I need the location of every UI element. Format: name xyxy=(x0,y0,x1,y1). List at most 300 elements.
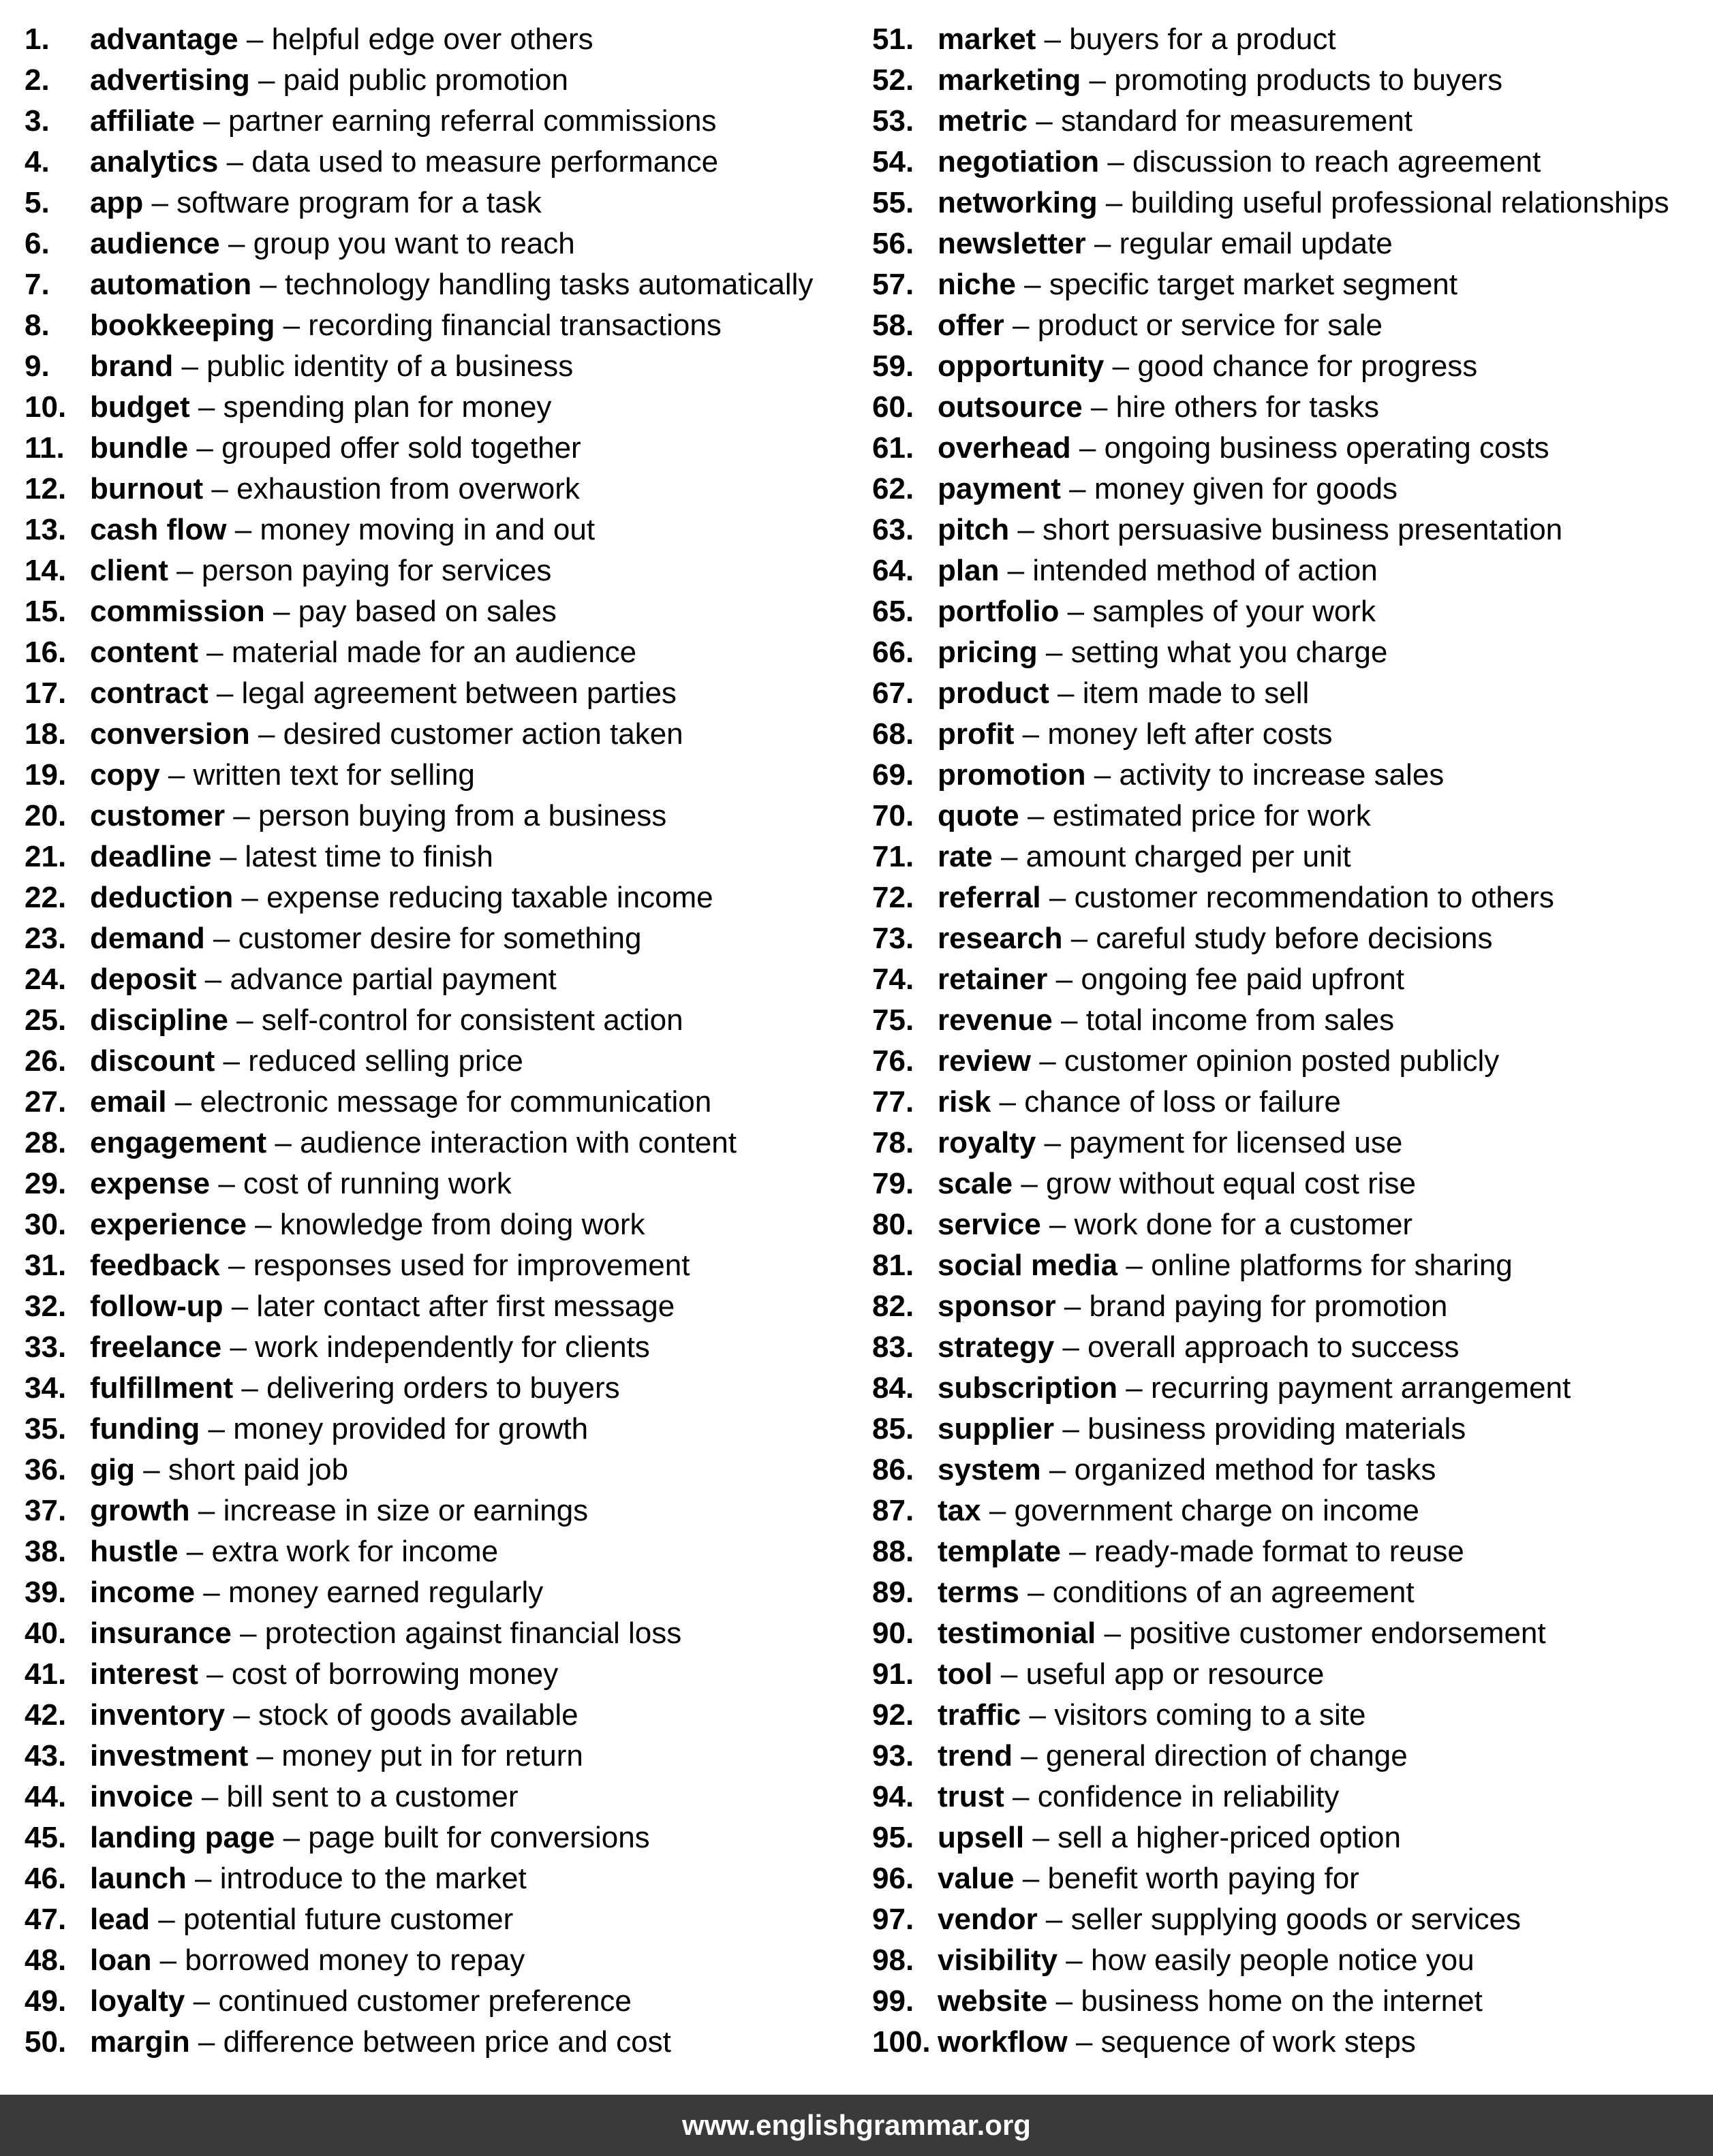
item-definition: recording financial transactions xyxy=(308,309,722,342)
item-text xyxy=(938,1572,1415,1613)
item-term: rate xyxy=(938,840,993,873)
item-separator: – xyxy=(1104,349,1138,383)
list-item xyxy=(872,837,1710,877)
item-definition: brand paying for promotion xyxy=(1089,1290,1448,1323)
item-number: 4. xyxy=(25,145,50,178)
item-text xyxy=(90,1450,348,1490)
item-term: experience xyxy=(90,1208,247,1241)
item-definition: paid public promotion xyxy=(283,63,568,97)
item-number: 24. xyxy=(25,963,67,996)
list-item xyxy=(872,101,1710,142)
item-separator: – xyxy=(1054,1330,1088,1364)
item-separator: – xyxy=(143,186,177,219)
item-separator: – xyxy=(189,1494,223,1527)
item-separator: – xyxy=(173,349,207,383)
item-separator: – xyxy=(1062,922,1096,955)
item-number: 80. xyxy=(872,1208,914,1241)
item-number: 79. xyxy=(872,1167,914,1200)
item-number: 41. xyxy=(25,1657,67,1691)
list-item xyxy=(872,346,1710,387)
item-text xyxy=(90,959,557,1000)
item-number: 77. xyxy=(872,1085,914,1119)
item-separator: – xyxy=(168,554,202,587)
item-separator: – xyxy=(198,1657,232,1691)
list-item xyxy=(25,591,842,632)
item-separator: – xyxy=(195,1576,228,1609)
item-text xyxy=(90,1654,558,1695)
item-text xyxy=(938,632,1387,673)
item-definition: government charge on income xyxy=(1014,1494,1419,1527)
item-definition: cost of running work xyxy=(243,1167,512,1200)
item-number: 72. xyxy=(872,881,914,914)
item-term: brand xyxy=(90,349,174,383)
item-text xyxy=(938,837,1351,877)
item-number: 1. xyxy=(25,22,50,56)
item-definition: short persuasive business presentation xyxy=(1043,513,1563,546)
item-number: 95. xyxy=(872,1821,914,1854)
item-number: 57. xyxy=(872,268,914,301)
item-term: deadline xyxy=(90,840,212,873)
right-column xyxy=(872,19,1710,2063)
item-text xyxy=(938,1163,1416,1204)
item-term: payment xyxy=(938,472,1061,505)
item-text xyxy=(938,387,1379,428)
item-definition: business home on the internet xyxy=(1081,1984,1483,2018)
list-item xyxy=(25,1163,842,1204)
list-item xyxy=(872,1490,1710,1531)
item-number: 92. xyxy=(872,1698,914,1732)
left-column xyxy=(25,19,842,2063)
item-number: 20. xyxy=(25,799,67,832)
item-definition: page built for conversions xyxy=(308,1821,650,1854)
item-number: 85. xyxy=(872,1412,914,1446)
item-separator: – xyxy=(221,1330,256,1364)
list-item xyxy=(25,1327,842,1368)
item-separator: – xyxy=(225,1698,258,1732)
item-separator: – xyxy=(1085,227,1120,260)
item-term: deposit xyxy=(90,963,197,996)
list-item xyxy=(872,387,1710,428)
item-separator: – xyxy=(1040,1453,1075,1486)
item-number: 29. xyxy=(25,1167,67,1200)
item-text xyxy=(938,264,1457,305)
item-text xyxy=(90,346,573,387)
item-number: 34. xyxy=(25,1371,67,1405)
item-number: 64. xyxy=(872,554,914,587)
item-definition: general direction of change xyxy=(1045,1739,1408,1772)
item-text xyxy=(90,714,683,755)
item-definition: latest time to finish xyxy=(245,840,493,873)
item-term: newsletter xyxy=(938,227,1086,260)
item-definition: advance partial payment xyxy=(230,963,557,996)
list-item xyxy=(25,959,842,1000)
item-definition: knowledge from doing work xyxy=(279,1208,645,1241)
item-separator: – xyxy=(1015,268,1049,301)
item-text xyxy=(938,428,1549,469)
item-number: 47. xyxy=(25,1903,67,1936)
item-text xyxy=(938,755,1444,796)
item-separator: – xyxy=(248,1739,282,1772)
item-definition: customer desire for something xyxy=(238,922,642,955)
item-term: testimonial xyxy=(938,1616,1096,1650)
item-term: follow-up xyxy=(90,1290,223,1323)
list-item xyxy=(872,550,1710,591)
list-item xyxy=(25,632,842,673)
item-number: 9. xyxy=(25,349,50,383)
item-separator: – xyxy=(188,431,222,465)
list-item xyxy=(25,1777,842,1817)
item-term: freelance xyxy=(90,1330,222,1364)
item-number: 63. xyxy=(872,513,914,546)
item-definition: person paying for services xyxy=(201,554,552,587)
item-number: 58. xyxy=(872,309,914,342)
item-number: 33. xyxy=(25,1330,67,1364)
list-item xyxy=(25,1286,842,1327)
item-text xyxy=(90,19,593,60)
item-text xyxy=(938,959,1404,1000)
item-text xyxy=(90,1736,583,1777)
list-item xyxy=(872,877,1710,918)
list-item xyxy=(25,1490,842,1531)
item-number: 19. xyxy=(25,758,67,792)
item-text xyxy=(938,60,1502,101)
item-definition: conditions of an agreement xyxy=(1052,1576,1415,1609)
item-separator: – xyxy=(1021,1698,1055,1732)
item-separator: – xyxy=(1024,1821,1058,1854)
item-number: 52. xyxy=(872,63,914,97)
item-term: networking xyxy=(938,186,1098,219)
item-number: 62. xyxy=(872,472,914,505)
item-number: 26. xyxy=(25,1044,67,1078)
item-separator: – xyxy=(1059,595,1093,628)
list-item xyxy=(872,796,1710,837)
item-separator: – xyxy=(1082,390,1116,424)
item-separator: – xyxy=(1009,513,1043,546)
item-term: inventory xyxy=(90,1698,226,1732)
item-text xyxy=(938,877,1554,918)
item-text xyxy=(90,1245,690,1286)
item-separator: – xyxy=(1081,63,1115,97)
list-item xyxy=(872,1695,1710,1736)
list-item xyxy=(872,19,1710,60)
item-number: 27. xyxy=(25,1085,67,1119)
item-number: 37. xyxy=(25,1494,67,1527)
item-term: trust xyxy=(938,1780,1004,1813)
item-number: 70. xyxy=(872,799,914,832)
list-item xyxy=(872,1041,1710,1082)
list-item xyxy=(25,1082,842,1123)
item-definition: partner earning referral commissions xyxy=(228,104,717,138)
item-term: content xyxy=(90,636,198,669)
item-term: offer xyxy=(938,309,1004,342)
item-definition: continued customer preference xyxy=(218,1984,632,2018)
item-text xyxy=(938,1490,1419,1531)
item-term: outsource xyxy=(938,390,1083,424)
list-item xyxy=(872,305,1710,346)
item-text xyxy=(90,1204,645,1245)
item-number: 84. xyxy=(872,1371,914,1405)
list-item xyxy=(872,1163,1710,1204)
list-item xyxy=(872,469,1710,510)
item-term: affiliate xyxy=(90,104,196,138)
list-item xyxy=(872,918,1710,959)
item-text xyxy=(938,550,1378,591)
item-separator: – xyxy=(151,1943,185,1977)
item-separator: – xyxy=(1004,1780,1038,1813)
item-separator: – xyxy=(1037,636,1071,669)
item-number: 59. xyxy=(872,349,914,383)
item-text xyxy=(90,796,666,837)
item-text xyxy=(938,510,1562,550)
item-definition: good chance for progress xyxy=(1137,349,1478,383)
list-item xyxy=(872,1613,1710,1654)
list-item xyxy=(25,101,842,142)
item-separator: – xyxy=(211,840,245,873)
item-term: product xyxy=(938,676,1049,710)
item-term: retainer xyxy=(938,963,1048,996)
item-number: 17. xyxy=(25,676,67,710)
item-number: 11. xyxy=(25,431,65,465)
list-item xyxy=(872,1409,1710,1450)
item-term: negotiation xyxy=(938,145,1100,178)
list-item xyxy=(25,1858,842,1899)
item-definition: amount charged per unit xyxy=(1025,840,1351,873)
item-separator: – xyxy=(1055,1290,1090,1323)
item-definition: money moving in and out xyxy=(260,513,596,546)
item-number: 6. xyxy=(25,227,50,260)
item-text xyxy=(938,1204,1413,1245)
item-term: royalty xyxy=(938,1126,1036,1159)
item-number: 38. xyxy=(25,1535,67,1568)
list-item xyxy=(25,60,842,101)
item-text xyxy=(90,387,551,428)
item-definition: product or service for sale xyxy=(1037,309,1383,342)
list-item xyxy=(25,837,842,877)
list-item xyxy=(25,1981,842,2022)
item-definition: technology handling tasks automatically xyxy=(285,268,814,301)
item-term: tool xyxy=(938,1657,993,1691)
item-separator: – xyxy=(215,1044,249,1078)
item-definition: responses used for improvement xyxy=(253,1249,690,1282)
item-term: workflow xyxy=(938,2025,1068,2059)
item-definition: setting what you charge xyxy=(1070,636,1388,669)
item-definition: activity to increase sales xyxy=(1119,758,1445,792)
item-separator: – xyxy=(225,799,258,832)
item-definition: grouped offer sold together xyxy=(221,431,581,465)
item-text xyxy=(90,1000,683,1041)
item-definition: regular email update xyxy=(1119,227,1393,260)
list-item xyxy=(872,1940,1710,1981)
item-definition: ongoing fee paid upfront xyxy=(1081,963,1404,996)
list-item xyxy=(872,959,1710,1000)
list-item xyxy=(25,469,842,510)
item-definition: protection against financial loss xyxy=(264,1616,682,1650)
list-item xyxy=(872,1245,1710,1286)
item-text xyxy=(938,1368,1571,1409)
item-term: visibility xyxy=(938,1943,1058,1977)
item-separator: – xyxy=(1047,1984,1081,2018)
list-item xyxy=(25,1204,842,1245)
item-number: 18. xyxy=(25,717,67,751)
item-text xyxy=(938,1409,1466,1450)
list-item xyxy=(25,2022,842,2063)
item-term: income xyxy=(90,1576,196,1609)
list-item xyxy=(25,1041,842,1082)
item-number: 76. xyxy=(872,1044,914,1078)
item-definition: intended method of action xyxy=(1032,554,1378,587)
item-separator: – xyxy=(210,1167,244,1200)
item-definition: visitors coming to a site xyxy=(1054,1698,1366,1732)
item-term: value xyxy=(938,1862,1015,1895)
item-number: 3. xyxy=(25,104,50,138)
item-definition: promoting products to buyers xyxy=(1114,63,1503,97)
item-separator: – xyxy=(150,1903,183,1936)
item-text xyxy=(90,264,813,305)
item-term: bookkeeping xyxy=(90,309,275,342)
item-number: 78. xyxy=(872,1126,914,1159)
item-term: gig xyxy=(90,1453,135,1486)
item-text xyxy=(938,19,1336,60)
list-item xyxy=(25,714,842,755)
item-number: 93. xyxy=(872,1739,914,1772)
list-item xyxy=(872,1736,1710,1777)
item-separator: – xyxy=(219,227,253,260)
list-item xyxy=(25,1695,842,1736)
list-item xyxy=(25,1531,842,1572)
item-term: niche xyxy=(938,268,1016,301)
item-term: lead xyxy=(90,1903,151,1936)
item-term: pitch xyxy=(938,513,1010,546)
item-term: quote xyxy=(938,799,1019,832)
item-term: conversion xyxy=(90,717,250,751)
item-definition: exhaustion from overwork xyxy=(236,472,580,505)
item-text xyxy=(938,1695,1365,1736)
item-definition: delivering orders to buyers xyxy=(266,1371,620,1405)
item-separator: – xyxy=(189,2025,223,2059)
list-item xyxy=(25,428,842,469)
list-item xyxy=(872,1000,1710,1041)
item-separator: – xyxy=(231,1616,265,1650)
item-text xyxy=(90,1409,588,1450)
item-text xyxy=(90,877,713,918)
item-separator: – xyxy=(226,513,260,546)
item-number: 69. xyxy=(872,758,914,792)
item-definition: benefit worth paying for xyxy=(1047,1862,1359,1895)
list-item xyxy=(25,1450,842,1490)
item-separator: – xyxy=(1036,1126,1070,1159)
list-item xyxy=(872,1082,1710,1123)
item-number: 55. xyxy=(872,186,914,219)
item-separator: – xyxy=(1014,717,1048,751)
footer-url[interactable]: www.englishgrammar.org xyxy=(682,2109,1031,2141)
item-term: contract xyxy=(90,676,209,710)
item-definition: total income from sales xyxy=(1085,1003,1395,1037)
item-term: traffic xyxy=(938,1698,1021,1732)
item-term: analytics xyxy=(90,145,219,178)
item-number: 75. xyxy=(872,1003,914,1037)
list-item xyxy=(872,264,1710,305)
item-text xyxy=(90,183,542,223)
item-number: 66. xyxy=(872,636,914,669)
item-text xyxy=(938,796,1371,837)
item-separator: – xyxy=(999,554,1033,587)
item-term: funding xyxy=(90,1412,200,1446)
item-separator: – xyxy=(992,840,1026,873)
item-definition: money put in for return xyxy=(281,1739,583,1772)
item-text xyxy=(90,673,677,714)
item-term: budget xyxy=(90,390,190,424)
item-term: cash flow xyxy=(90,513,227,546)
item-term: email xyxy=(90,1085,167,1119)
item-text xyxy=(938,1041,1499,1082)
item-text xyxy=(938,183,1669,223)
item-term: loan xyxy=(90,1943,152,1977)
item-definition: seller supplying goods or services xyxy=(1070,1903,1521,1936)
item-definition: difference between price and cost xyxy=(223,2025,671,2059)
item-number: 83. xyxy=(872,1330,914,1364)
item-text xyxy=(938,1327,1460,1368)
list-item xyxy=(25,19,842,60)
item-separator: – xyxy=(195,104,228,138)
item-text xyxy=(938,142,1541,183)
list-item xyxy=(872,2022,1710,2063)
item-separator: – xyxy=(1067,2025,1101,2059)
list-item xyxy=(25,387,842,428)
item-number: 14. xyxy=(25,554,67,587)
item-term: discount xyxy=(90,1044,215,1078)
item-number: 88. xyxy=(872,1535,914,1568)
item-definition: short paid job xyxy=(168,1453,349,1486)
item-term: loyalty xyxy=(90,1984,185,2018)
list-item xyxy=(872,1531,1710,1572)
item-text xyxy=(938,1450,1436,1490)
item-separator: – xyxy=(193,1780,227,1813)
item-number: 97. xyxy=(872,1903,914,1936)
item-definition: buyers for a product xyxy=(1069,22,1336,56)
item-term: engagement xyxy=(90,1126,267,1159)
item-separator: – xyxy=(233,1371,267,1405)
item-term: burnout xyxy=(90,472,204,505)
list-item xyxy=(25,673,842,714)
item-separator: – xyxy=(134,1453,168,1486)
list-item xyxy=(872,1817,1710,1858)
item-separator: – xyxy=(266,1126,300,1159)
item-definition: money provided for growth xyxy=(233,1412,589,1446)
item-number: 100. xyxy=(872,2025,931,2059)
item-text xyxy=(938,1531,1464,1572)
item-separator: – xyxy=(1014,1862,1048,1895)
item-term: profit xyxy=(938,717,1015,751)
item-separator: – xyxy=(218,145,252,178)
item-text xyxy=(90,1368,620,1409)
item-text xyxy=(90,101,716,142)
item-text xyxy=(90,510,595,550)
item-definition: self-control for consistent action xyxy=(261,1003,683,1037)
item-number: 35. xyxy=(25,1412,67,1446)
item-definition: stock of goods available xyxy=(258,1698,578,1732)
list-item xyxy=(872,142,1710,183)
item-separator: – xyxy=(1040,1208,1075,1241)
item-number: 51. xyxy=(872,22,914,56)
item-text xyxy=(90,918,641,959)
item-term: research xyxy=(938,922,1063,955)
list-item xyxy=(872,755,1710,796)
list-item xyxy=(25,510,842,550)
item-definition: how easily people notice you xyxy=(1091,1943,1475,1977)
list-item xyxy=(872,510,1710,550)
list-item xyxy=(872,1286,1710,1327)
item-term: metric xyxy=(938,104,1028,138)
